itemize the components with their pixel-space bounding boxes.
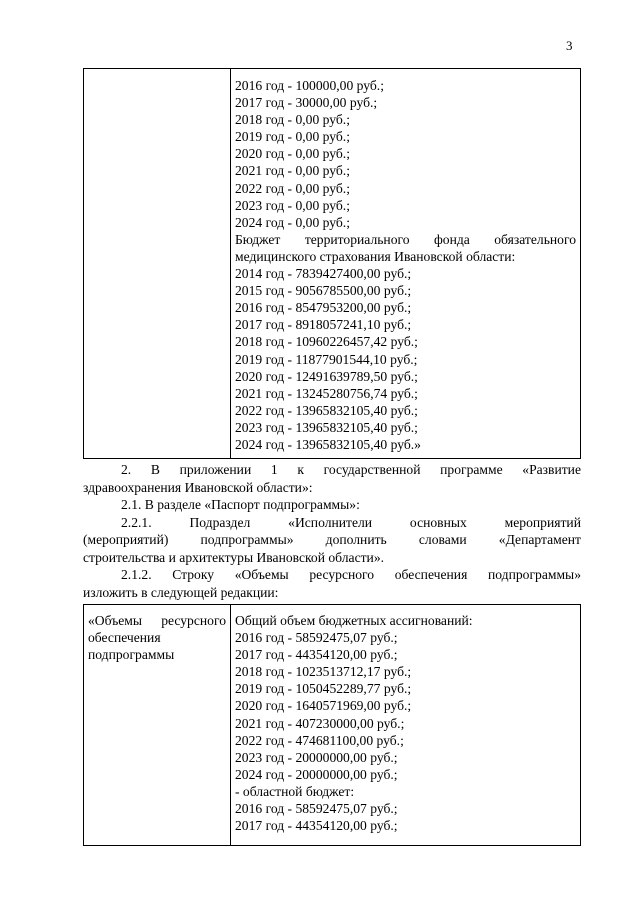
- funding-table-continued: [83, 68, 581, 459]
- fund-line: 2016 год - 8547953200,00 руб.;: [235, 300, 412, 316]
- paragraph: 2.2.1. Подраздел «Исполнители основных мероприятий: [121, 514, 581, 530]
- budget-line: 2020 год - 1640571969,00 руб.;: [235, 698, 412, 714]
- budget-line: 2016 год - 100000,00 руб.;: [235, 78, 384, 93]
- budget-line: 2022 год - 0,00 руб.;: [235, 180, 350, 196]
- row-label: подпрограммы: [88, 647, 175, 663]
- fund-line: 2020 год - 12491639789,50 руб.;: [235, 368, 418, 384]
- budget-line: 2023 год - 0,00 руб.;: [235, 197, 350, 213]
- page-number: 3: [566, 38, 573, 53]
- fund-line: 2018 год - 10960226457,42 руб.;: [235, 334, 418, 350]
- paragraph: 2.1. В разделе «Паспорт подпрограммы»:: [121, 497, 360, 512]
- budget-line: 2019 год - 1050452289,77 руб.;: [235, 681, 412, 697]
- paragraph: 2. В приложении 1 к государственной программе «Развитие: [121, 462, 581, 477]
- budget-line: 2017 год - 30000,00 руб.;: [235, 95, 378, 111]
- resource-provision-table: [83, 604, 581, 846]
- table-row: [84, 605, 581, 846]
- fund-line: 2023 год - 13965832105,40 руб.;: [235, 419, 418, 435]
- budget-line: 2018 год - 1023513712,17 руб.;: [235, 664, 412, 680]
- budget-line: 2022 год - 474681100,00 руб.;: [235, 732, 404, 748]
- budget-line: 2021 год - 407230000,00 руб.;: [235, 715, 405, 731]
- budget-line: 2024 год - 0,00 руб.;: [235, 214, 350, 230]
- budget-line: 2017 год - 44354120,00 руб.;: [235, 647, 398, 663]
- table-label-cell: [84, 69, 231, 459]
- table-value-cell: [231, 605, 581, 846]
- budget-line: 2021 год - 0,00 руб.;: [235, 163, 350, 179]
- budget-line: 2019 год - 0,00 руб.;: [235, 129, 350, 145]
- regional-budget-heading: - областной бюджет:: [235, 783, 355, 799]
- table-row: [84, 69, 581, 459]
- budget-line: 2024 год - 20000000,00 руб.;: [235, 766, 398, 782]
- budget-line: 2016 год - 58592475,07 руб.;: [235, 630, 398, 646]
- fund-line: 2017 год - 8918057241,10 руб.;: [235, 317, 412, 333]
- row-label: обеспечения: [88, 630, 161, 646]
- paragraph: здравоохранения Ивановской области»:: [83, 479, 313, 495]
- budget-heading: Общий объем бюджетных ассигнований:: [235, 613, 473, 628]
- paragraph: строительства и архитектуры Ивановской области».: [83, 549, 385, 565]
- amendment-text: [83, 461, 581, 601]
- fund-heading: медицинского страхования Ивановской области:: [235, 248, 516, 264]
- table-value-cell: [231, 69, 581, 459]
- fund-line: 2015 год - 9056785500,00 руб.;: [235, 283, 412, 299]
- row-label: «Объемы ресурсного: [88, 613, 226, 628]
- regional-budget-line: 2016 год - 58592475,07 руб.;: [235, 801, 398, 817]
- fund-heading: Бюджет территориального фонда обязательного: [235, 231, 576, 247]
- paragraph: 2.1.2. Строку «Объемы ресурсного обеспечения подпрограммы»: [121, 567, 581, 582]
- fund-line: 2024 год - 13965832105,40 руб.»: [235, 436, 421, 452]
- fund-line: 2021 год - 13245280756,74 руб.;: [235, 385, 418, 401]
- paragraph: изложить в следующей редакции:: [83, 584, 279, 600]
- budget-line: 2018 год - 0,00 руб.;: [235, 112, 350, 128]
- fund-line: 2014 год - 7839427400,00 руб.;: [235, 266, 412, 282]
- fund-line: 2019 год - 11877901544,10 руб.;: [235, 351, 418, 367]
- table-label-cell: [84, 605, 231, 846]
- fund-line: 2022 год - 13965832105,40 руб.;: [235, 402, 418, 418]
- paragraph: (мероприятий) подпрограммы» дополнить словами «Департамент: [83, 532, 581, 547]
- regional-budget-line: 2017 год - 44354120,00 руб.;: [235, 818, 398, 834]
- budget-line: 2023 год - 20000000,00 руб.;: [235, 749, 398, 765]
- budget-line: 2020 год - 0,00 руб.;: [235, 146, 350, 162]
